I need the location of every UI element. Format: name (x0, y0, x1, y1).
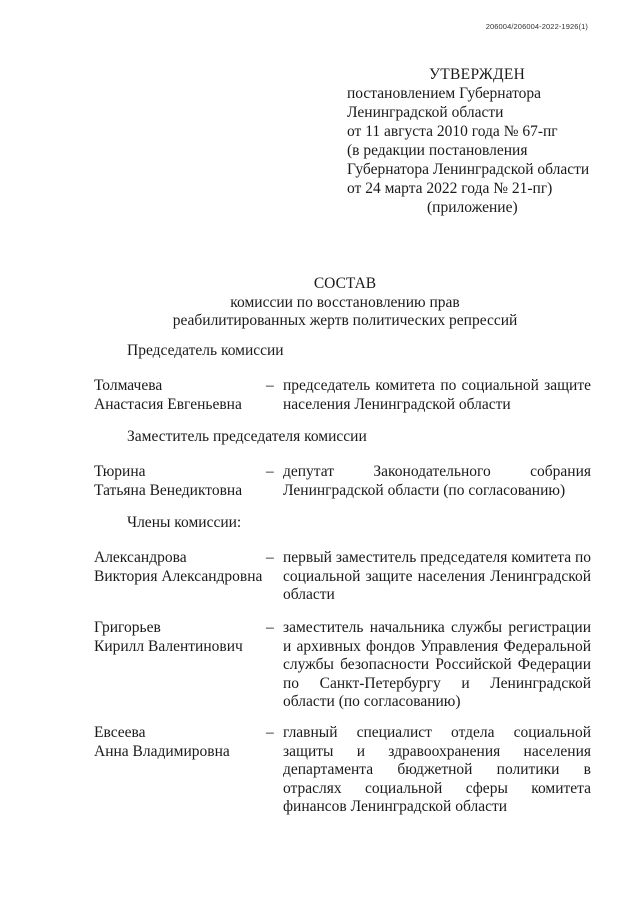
approval-line: постановлением Губернатора (347, 85, 542, 102)
member-dash: – (266, 549, 274, 566)
member-role: депутат Законодательного собрания Ленинградской области (по согласованию) (283, 463, 591, 499)
member-role: первый заместитель председателя комитета по социальной защите населения Ленинградской области (283, 549, 592, 603)
member-given-name: Татьяна Венедиктовна (94, 481, 243, 499)
section-label-members: Члены комиссии: (127, 514, 242, 531)
member-dash: – (266, 463, 274, 480)
heading-title: СОСТАВ (313, 275, 377, 292)
member-surname: Евсеева (94, 724, 146, 741)
member-surname: Толмачева (94, 377, 163, 394)
member-surname: Григорьев (94, 619, 161, 636)
member-given-name: Анна Владимировна (94, 742, 230, 760)
member-name (94, 377, 269, 414)
member-dash: – (266, 377, 274, 394)
member-role: председатель комитета по социальной защите населения Ленинградской области (283, 377, 591, 413)
section-label-deputy: Заместитель председателя комиссии (127, 428, 367, 445)
member-dash: – (266, 619, 274, 636)
member-role: заместитель начальника службы регистрации и архивных фондов Управления Федеральной службы безопасности Российской Федерации по Санкт-Петербургу и Ленинградской области (по согласованию) (283, 619, 591, 710)
approval-line: от 24 марта 2022 года № 21-пг) (347, 180, 553, 197)
member-given-name: Анастасия Евгеньевна (94, 395, 242, 413)
approval-line: от 11 августа 2010 года № 67-пг (347, 123, 558, 140)
member-surname: Тюрина (94, 463, 146, 480)
section-label-chair: Председатель комиссии (127, 342, 284, 359)
heading-subtitle: комиссии по восстановлению прав (230, 294, 460, 311)
approval-title: УТВЕРЖДЕН (429, 66, 526, 83)
approval-line: Губернатора Ленинградской области (347, 161, 590, 178)
document-heading (0, 275, 640, 330)
member-name (94, 724, 269, 761)
approval-block (347, 65, 597, 217)
member-surname: Александрова (94, 549, 187, 566)
member-name (94, 549, 269, 586)
approval-line: (в редакции постановления (347, 142, 528, 159)
member-dash: – (266, 724, 274, 741)
member-given-name: Виктория Александровна (94, 567, 263, 585)
heading-subtitle: реабилитированных жертв политических репрессий (172, 312, 518, 329)
member-given-name: Кирилл Валентинович (94, 637, 243, 655)
member-name (94, 463, 269, 500)
member-role: главный специалист отдела социальной защиты и здравоохранения населения департамента бюджетной политики в отраслях социальной сферы комитета финансов Ленинградской области (283, 724, 591, 815)
approval-appendix: (приложение) (427, 199, 518, 216)
member-name (94, 619, 269, 656)
approval-line: Ленинградской области (347, 104, 504, 121)
document-id: 206004/206004-2022-1926(1) (485, 22, 588, 31)
